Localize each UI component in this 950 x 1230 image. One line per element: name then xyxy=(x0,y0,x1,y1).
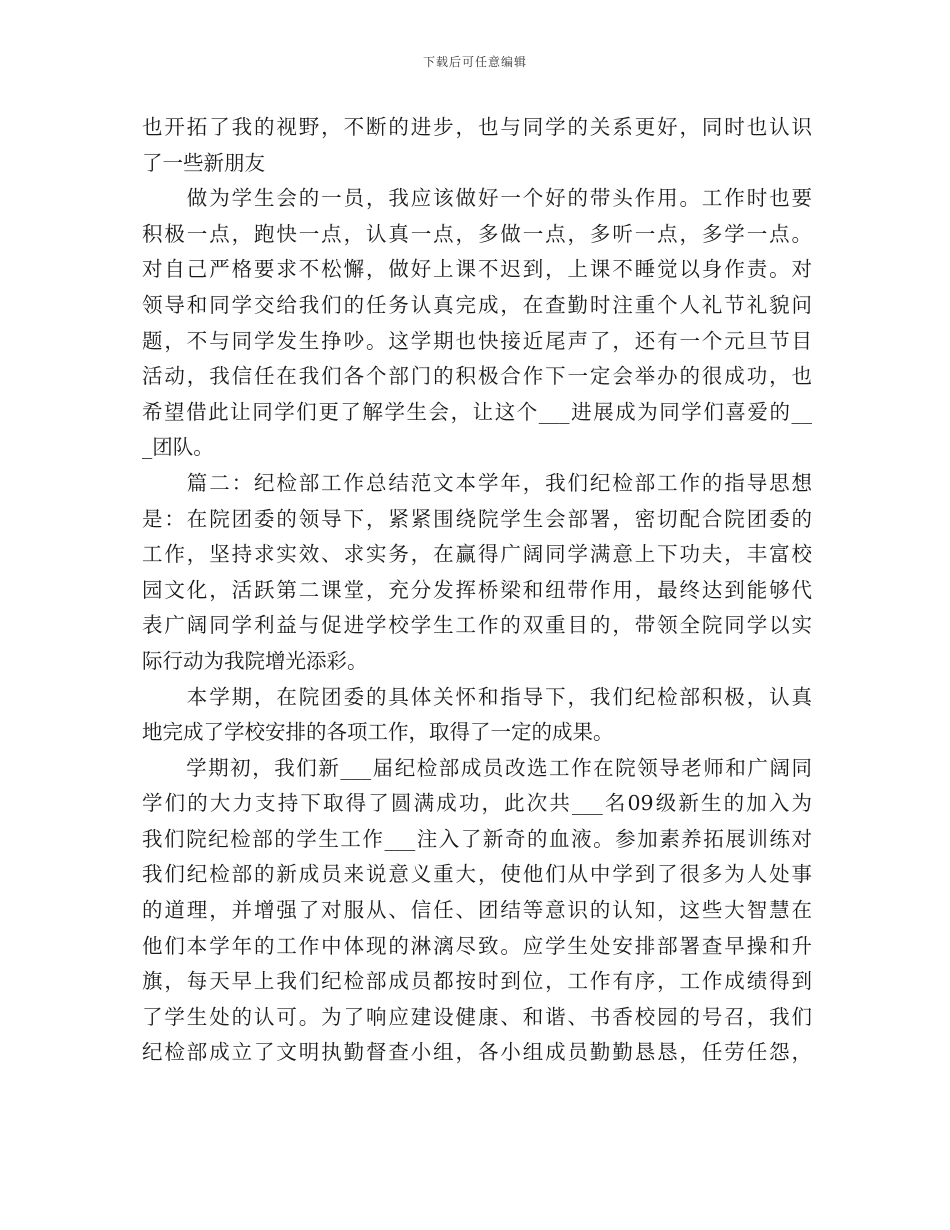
text-line: 题，不与同学发生挣吵。这学期也快接近尾声了，还有一个元旦节目 xyxy=(142,328,812,353)
text-line: 地完成了学校安排的各项工作，取得了一定的成果。 xyxy=(142,720,614,745)
text-line: 园文化，活跃第二课堂，充分发挥桥梁和纽带作用，最终达到能够代 xyxy=(142,577,812,602)
text-line: 是：在院团委的领导下，紧紧围绕院学生会部署，密切配合院团委的 xyxy=(142,506,812,531)
text-line: 际行动为我院增光添彩。 xyxy=(142,648,368,673)
document-body xyxy=(142,110,812,1071)
text-line: 工作，坚持求实效、求实务，在赢得广阔同学满意上下功夫，丰富校 xyxy=(142,542,812,567)
text-line: 我们纪检部的新成员来说意义重大，使他们从中学到了很多为人处事 xyxy=(142,862,812,887)
text-line: 积极一点，跑快一点，认真一点，多做一点，多听一点，多学一点。 xyxy=(142,221,812,246)
text-line: 旗，每天早上我们纪检部成员都按时到位，工作有序，工作成绩得到 xyxy=(142,969,812,994)
text-line: 了学生处的认可。为了响应建设健康、和谐、书香校园的号召，我们 xyxy=(142,1004,812,1029)
text-line: 做为学生会的一员，我应该做好一个好的带头作用。工作时也要 xyxy=(142,186,812,211)
text-line: 了一些新朋友 xyxy=(142,150,265,175)
text-line: 的道理，并增强了对服从、信任、团结等意识的认知，这些大智慧在 xyxy=(142,898,812,923)
text-line: 活动，我信任在我们各个部门的积极合作下一定会举办的很成功，也 xyxy=(142,364,812,389)
text-line: 我们院纪检部的学生工作___注入了新奇的血液。参加素养拓展训练对 xyxy=(142,826,812,851)
text-line: 领导和同学交给我们的任务认真完成，在查勤时注重个人礼节礼貌问 xyxy=(142,292,812,317)
text-line: 纪检部成立了文明执勤督查小组，各小组成员勤勤恳恳，任劳任怨， xyxy=(142,1040,812,1065)
text-line: 对自己严格要求不松懈，做好上课不迟到，上课不睡觉以身作责。对 xyxy=(142,257,812,282)
text-line: 也开拓了我的视野，不断的进步，也与同学的关系更好，同时也认识 xyxy=(142,115,812,139)
text-line: 学期初，我们新___届纪检部成员改选工作在院领导老师和广阔同 xyxy=(142,755,812,780)
text-line: 表广阔同学利益与促进学校学生工作的双重目的，带领全院同学以实 xyxy=(142,613,812,638)
text-line: 他们本学年的工作中体现的淋漓尽致。应学生处安排部署查早操和升 xyxy=(142,933,812,958)
text-line: _团队。 xyxy=(142,435,214,460)
text-line: 本学期，在院团委的具体关怀和指导下，我们纪检部积极，认真 xyxy=(142,684,812,709)
text-line: 希望借此让同学们更了解学生会，让这个___进展成为同学们喜爱的__ xyxy=(142,399,812,424)
text-line: 篇二：纪检部工作总结范文本学年，我们纪检部工作的指导思想 xyxy=(142,470,812,495)
text-line: 学们的大力支持下取得了圆满成功，此次共___名09级新生的加入为 xyxy=(142,791,812,816)
page-header: 下载后可任意编辑 xyxy=(422,55,527,69)
